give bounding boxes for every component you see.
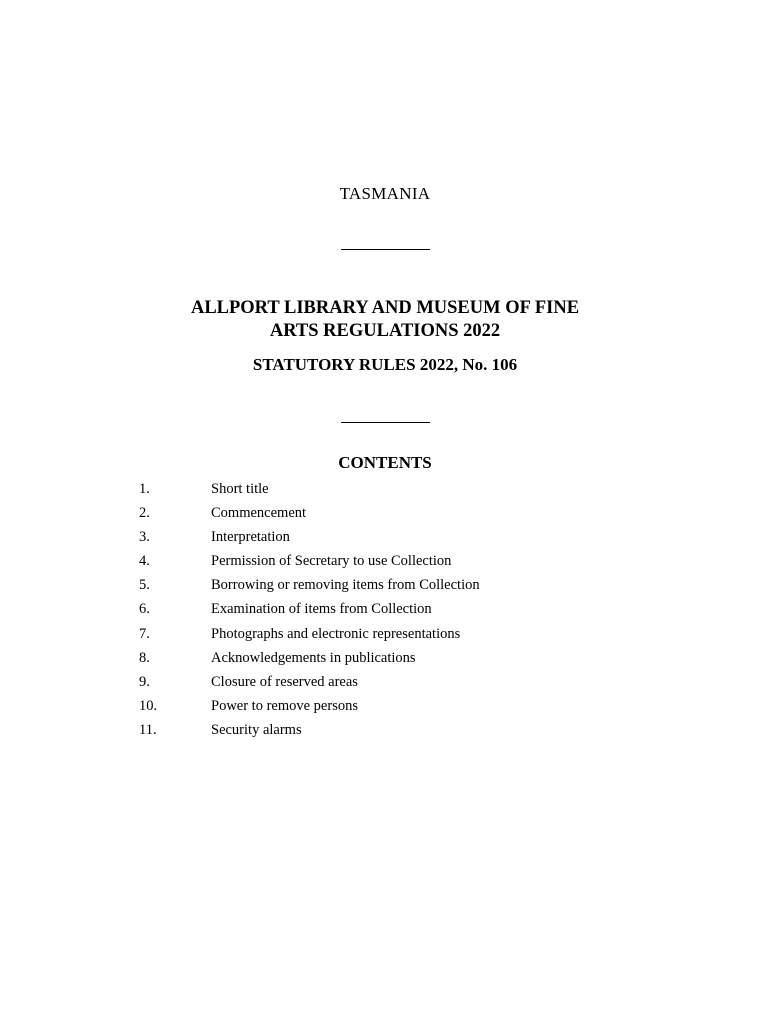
toc-item-title: Commencement: [211, 505, 307, 522]
toc-item[interactable]: [139, 575, 639, 599]
statutory-rules-number: STATUTORY RULES 2022, No. 106: [252, 355, 518, 374]
toc-item-title: Examination of items from Collection: [211, 601, 432, 618]
toc-item[interactable]: [139, 672, 639, 696]
toc-item[interactable]: [139, 696, 639, 720]
toc-item[interactable]: [139, 527, 639, 551]
document-title: [0, 297, 770, 343]
toc-item-title: Short title: [211, 481, 269, 497]
toc-item-title: Permission of Secretary to use Collection: [211, 553, 452, 570]
toc-item-number: 3.: [139, 529, 150, 546]
separator-rule-bottom: [341, 422, 430, 423]
toc-item-number: 8.: [139, 649, 150, 666]
toc-item[interactable]: [139, 624, 639, 648]
toc-item-number: 9.: [139, 673, 150, 690]
toc-item-title: Closure of reserved areas: [211, 673, 358, 690]
toc-item-number: 11.: [139, 721, 157, 738]
toc-item-number: 2.: [139, 505, 150, 522]
toc-item-number: 4.: [139, 553, 150, 570]
document-title-line-2: ARTS REGULATIONS 2022: [269, 321, 501, 341]
toc-item-number: 1.: [139, 481, 150, 497]
toc-item[interactable]: [139, 648, 639, 672]
toc-item-title: Interpretation: [211, 529, 290, 546]
toc-item-title: Photographs and electronic representations: [211, 625, 461, 642]
toc-item-title: Security alarms: [211, 721, 302, 738]
separator-rule-top: [341, 249, 430, 250]
toc-item[interactable]: [139, 479, 639, 503]
toc-item-title: Borrowing or removing items from Collection: [211, 577, 480, 594]
table-of-contents: [139, 479, 639, 744]
toc-item-title: Acknowledgements in publications: [211, 649, 416, 666]
toc-item[interactable]: [139, 599, 639, 623]
document-title-line-1: ALLPORT LIBRARY AND MUSEUM OF FINE: [190, 298, 580, 318]
toc-item-number: 6.: [139, 601, 150, 618]
toc-item-number: 10.: [139, 697, 158, 714]
toc-item-number: 5.: [139, 577, 150, 594]
toc-item[interactable]: [139, 503, 639, 527]
toc-item[interactable]: [139, 551, 639, 575]
jurisdiction-heading: TASMANIA: [339, 184, 431, 203]
toc-item[interactable]: [139, 720, 639, 744]
toc-item-number: 7.: [139, 625, 150, 642]
contents-heading: CONTENTS: [338, 453, 432, 472]
toc-item-title: Power to remove persons: [211, 697, 358, 714]
